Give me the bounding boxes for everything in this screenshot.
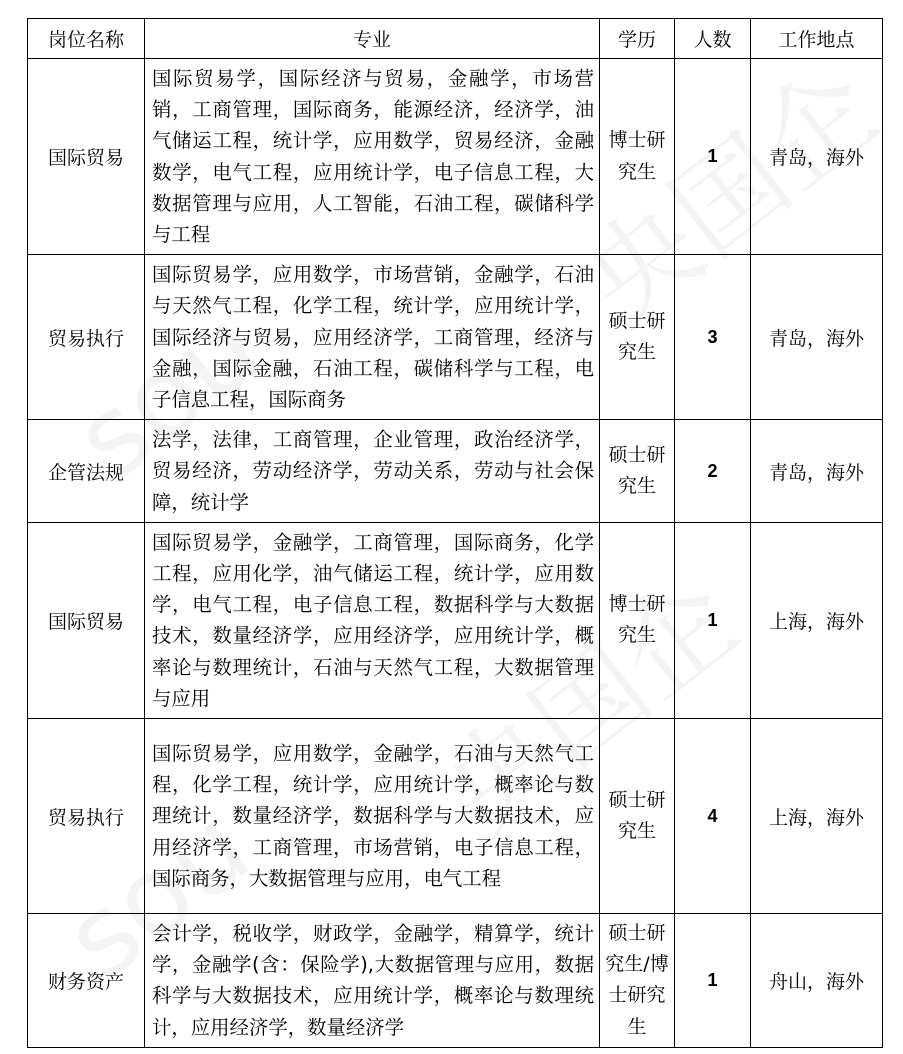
cell-position: 贸易执行 [28, 255, 145, 420]
table-row [28, 59, 883, 255]
cell-majors: 国际贸易学，应用数学，金融学，石油与天然气工程，化学工程，统计学，应用统计学，概率论与数理统计，数量经济学，数据科学与大数据技术，应用经济学，工商管理，市场营销，电子信息工程，国际商务，大数据管理与应用，电气工程 [145, 719, 600, 914]
cell-count: 3 [675, 255, 751, 420]
table-row [28, 420, 883, 523]
table-row [28, 914, 883, 1048]
cell-count: 1 [675, 522, 751, 718]
cell-position: 贸易执行 [28, 719, 145, 914]
cell-location: 青岛，海外 [751, 59, 883, 255]
cell-position: 企管法规 [28, 420, 145, 523]
header-position: 岗位名称 [28, 19, 145, 59]
header-education: 学历 [600, 19, 675, 59]
cell-location: 青岛，海外 [751, 420, 883, 523]
cell-education: 博士研究生 [600, 522, 675, 718]
cell-location: 上海，海外 [751, 719, 883, 914]
cell-position: 国际贸易 [28, 59, 145, 255]
header-major: 专业 [145, 19, 600, 59]
table-row [28, 719, 883, 914]
cell-location: 上海，海外 [751, 522, 883, 718]
cell-count: 2 [675, 420, 751, 523]
cell-position: 国际贸易 [28, 522, 145, 718]
cell-location: 青岛，海外 [751, 255, 883, 420]
cell-majors: 国际贸易学，国际经济与贸易，金融学，市场营销，工商管理，国际商务，能源经济，经济学，油气储运工程，统计学，应用数学，贸易经济，金融数学，电气工程，应用统计学，电子信息工程，大数据管理与应用，人工智能，石油工程，碳储科学与工程 [145, 59, 600, 255]
cell-education: 博士研究生 [600, 59, 675, 255]
cell-count: 4 [675, 719, 751, 914]
cell-position: 财务资产 [28, 914, 145, 1048]
cell-education: 硕士研究生 [600, 255, 675, 420]
table-row [28, 255, 883, 420]
header-location: 工作地点 [751, 19, 883, 59]
cell-education: 硕士研究生/博士研究生 [600, 914, 675, 1048]
recruitment-table [27, 18, 883, 1048]
cell-education: 硕士研究生 [600, 420, 675, 523]
cell-majors: 国际贸易学，金融学，工商管理，国际商务，化学工程，应用化学，油气储运工程，统计学，应用数学，电气工程，电子信息工程，数据科学与大数据技术，数量经济学，应用经济学，应用统计学，概率论与数理统计，石油与天然气工程，大数据管理与应用 [145, 522, 600, 718]
cell-majors: 会计学，税收学，财政学，金融学，精算学，统计学，金融学(含：保险学),大数据管理与应用，数据科学与大数据技术，应用统计学，概率论与数理统计，应用经济学，数量经济学 [145, 914, 600, 1048]
cell-count: 1 [675, 914, 751, 1048]
table-header-row [28, 19, 883, 59]
cell-education: 硕士研究生 [600, 719, 675, 914]
cell-majors: 法学，法律，工商管理，企业管理，政治经济学，贸易经济，劳动经济学，劳动关系，劳动与社会保障，统计学 [145, 420, 600, 523]
header-count: 人数 [675, 19, 751, 59]
cell-location: 舟山，海外 [751, 914, 883, 1048]
table-row [28, 522, 883, 718]
cell-majors: 国际贸易学，应用数学，市场营销，金融学，石油与天然气工程，化学工程，统计学，应用统计学，国际经济与贸易，应用经济学，工商管理，经济与金融，国际金融，石油工程，碳储科学与工程，电子信息工程，国际商务 [145, 255, 600, 420]
cell-count: 1 [675, 59, 751, 255]
